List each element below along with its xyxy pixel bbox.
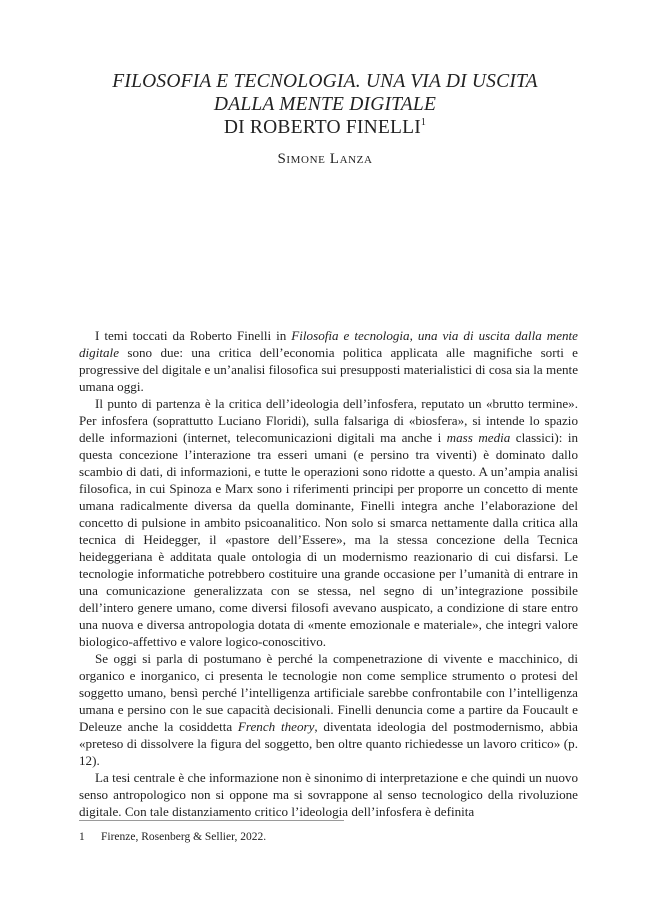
text-run: , diventata ideologia del postmodernismo, abbia «preteso di dissolvere la figura del soggetto, ben oltre quanto richiedesse un lavoro critico» (p. 12).	[79, 719, 578, 768]
title-line-2: DALLA MENTE DIGITALE	[213, 94, 437, 115]
paragraph	[79, 395, 578, 650]
italic-text: mass media	[446, 430, 511, 445]
text-run: I temi toccati da Roberto Finelli in	[95, 328, 292, 343]
title-line-3	[60, 116, 590, 139]
title-line-1: FILOSOFIA E TECNOLOGIA. UNA VIA DI USCITA	[112, 71, 538, 92]
text-run: Il punto di partenza è la critica dell’ideologia dell’infosfera, reputato un «brutto termine». Per infosfera (soprattutto Luciano Floridi), sulla falsariga di «biosfera», si intende lo spazio delle informazioni (internet, telecomunicazioni digitali ma anche i	[79, 396, 578, 445]
paragraph	[79, 327, 578, 395]
author-name: Simone Lanza	[277, 151, 373, 167]
footnote-number: 1	[79, 831, 85, 843]
footnote-text: Firenze, Rosenberg & Sellier, 2022.	[101, 831, 267, 843]
italic-text: French theory	[237, 719, 315, 734]
footnote-separator	[79, 820, 344, 821]
text-run: La tesi centrale è che informazione non è sinonimo di interpretazione e che quindi un nuovo senso antropologico non si oppone ma si sovrappone al senso tecnologico della rivoluzione digitale. Con tale distanziamento critico l’ideologia dell’infosfera è definita	[79, 770, 578, 819]
text-run: classici): in questa concezione l’interazione tra esseri umani (e persino tra viventi) è dominato dallo scambio di dati, di informazioni, e tutte le operazioni sono ridotte a questo. A un’ampia analisi filosofica, in cui Spinoza e Marx sono i riferimenti principi per proporre un concetto di mente umana radicalmente diversa da quella dominante, Finelli integra anche l’elaborazione del concetto di pulsione in ambito psicoanalitico. Non solo si smarca nettamente dalla critica alla tecnica di Heidegger, il «pastore dell’Essere», ma la stessa concezione della Tecnica heideggeriana è additata quale ontologia di un modernismo reazionario di cui disfarsi. Le tecnologie informatiche potrebbero costituire una grande occasione per l’umanità di entrare in una comunicazione generalizzata con se stessa, nel segno di un’integrazione possibile dell’intero genere umano, come diversi filosofi avevano auspicato, a condizione di stare entro una nuova e diversa antropologia dotata di «mente emozionale e materiale», che integri valore biologico-affettivo e valore logico-conoscitivo.	[79, 430, 578, 649]
italic-text: Filosofia e tecnologia, una via di uscita dalla mente digitale	[79, 328, 578, 360]
title-line-3-text: DI ROBERTO FINELLI	[223, 117, 421, 138]
footnote	[79, 830, 578, 844]
paragraph	[79, 769, 578, 820]
footnote-reference[interactable]: 1	[420, 117, 427, 128]
body-text	[79, 327, 578, 820]
text-run: Se oggi si parla di postumano è perché la compenetrazione di vivente e macchinico, di organico e inorganico, ci presenta le tecnologie non come semplice strumento o protesi del soggetto umano, bensì perché l’intelligenza artificiale sarebbe confrontabile con l’intelligenza umana e persino con le sue capacità decisionali. Finelli denuncia come a partire da Foucault e Deleuze anche la cosiddetta	[79, 651, 578, 734]
title-block	[60, 70, 590, 168]
paragraph	[79, 650, 578, 769]
text-run: sono due: una critica dell’economia politica applicata alle magnifiche sorti e progressive del digitale e un’analisi filosofica sui presupposti materialistici di cosa sia la mente umana oggi.	[79, 345, 578, 394]
